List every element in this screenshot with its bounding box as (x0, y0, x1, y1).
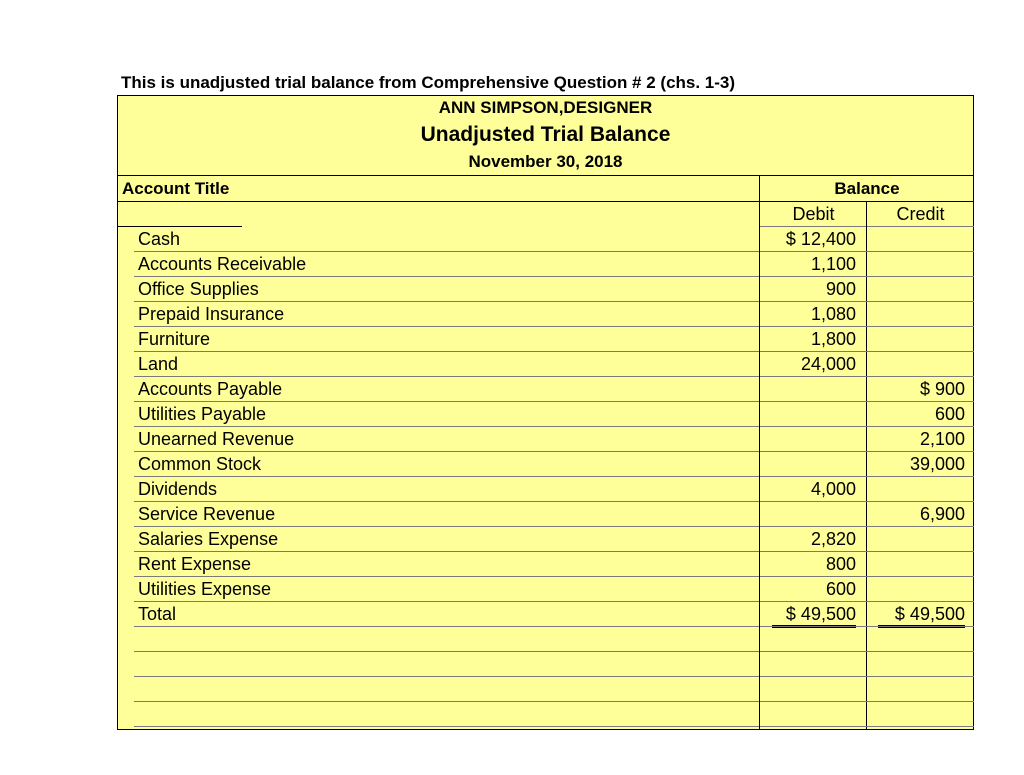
account-name: Prepaid Insurance (138, 304, 285, 324)
debit-amount: $ 12,400 (785, 229, 856, 249)
balance-header: Balance (834, 179, 900, 198)
credit-amount: $ 900 (919, 379, 965, 399)
table-row (118, 277, 973, 302)
statement-title: Unadjusted Trial Balance (420, 123, 671, 146)
total-debit: $ 49,500 (772, 604, 856, 628)
table-row (118, 577, 973, 602)
account-name: Cash (138, 229, 181, 249)
row-divider (134, 676, 759, 677)
table-row (118, 477, 973, 502)
credit-header: Credit (896, 204, 945, 224)
credit-amount: 2,100 (919, 429, 965, 449)
table-row (118, 502, 973, 527)
table-row (118, 352, 973, 377)
account-name: Office Supplies (138, 279, 259, 299)
debit-amount: 4,000 (810, 479, 856, 499)
account-name: Unearned Revenue (138, 429, 295, 449)
account-name: Common Stock (138, 454, 262, 474)
account-name: Land (138, 354, 179, 374)
account-name: Accounts Receivable (138, 254, 307, 274)
row-divider (760, 726, 974, 727)
table-row (118, 402, 973, 427)
table-row (118, 327, 973, 352)
account-name: Accounts Payable (138, 379, 283, 399)
total-row (118, 602, 973, 627)
table-row (118, 427, 973, 452)
balance-header-divider (118, 201, 974, 202)
account-name: Dividends (138, 479, 218, 499)
row-divider (760, 651, 974, 652)
company-name: ANN SIMPSON,DESIGNER (438, 98, 653, 117)
trial-balance-sheet (117, 95, 974, 730)
table-row (118, 377, 973, 402)
total-label: Total (138, 604, 177, 624)
row-divider (760, 701, 974, 702)
table-row (118, 302, 973, 327)
table-row (118, 527, 973, 552)
debit-amount: 1,800 (810, 329, 856, 349)
row-divider (134, 726, 759, 727)
debit-amount: 600 (825, 579, 856, 599)
account-name: Utilities Payable (138, 404, 267, 424)
table-row (118, 552, 973, 577)
account-name: Rent Expense (138, 554, 252, 574)
debit-amount: 1,100 (810, 254, 856, 274)
row-divider (760, 676, 974, 677)
row-divider (134, 701, 759, 702)
account-name: Furniture (138, 329, 211, 349)
statement-date: November 30, 2018 (468, 152, 623, 171)
debit-amount: 24,000 (800, 354, 856, 374)
credit-amount: 6,900 (919, 504, 965, 524)
account-name: Salaries Expense (138, 529, 279, 549)
statement-heading (118, 96, 973, 176)
credit-amount: 39,000 (909, 454, 965, 474)
debit-amount: 1,080 (810, 304, 856, 324)
debit-header: Debit (792, 204, 835, 224)
table-row (118, 452, 973, 477)
credit-amount: 600 (934, 404, 965, 424)
total-credit: $ 49,500 (878, 604, 965, 628)
account-name: Utilities Expense (138, 579, 272, 599)
debit-amount: 900 (825, 279, 856, 299)
question-note: This is unadjusted trial balance from Comprehensive Question # 2 (chs. 1-3) (121, 73, 736, 92)
debit-amount: 800 (825, 554, 856, 574)
table-row (118, 252, 973, 277)
account-name: Service Revenue (138, 504, 276, 524)
table-row (118, 227, 973, 252)
account-title-header: Account Title (122, 179, 230, 198)
row-divider (134, 651, 759, 652)
debit-amount: 2,820 (810, 529, 856, 549)
